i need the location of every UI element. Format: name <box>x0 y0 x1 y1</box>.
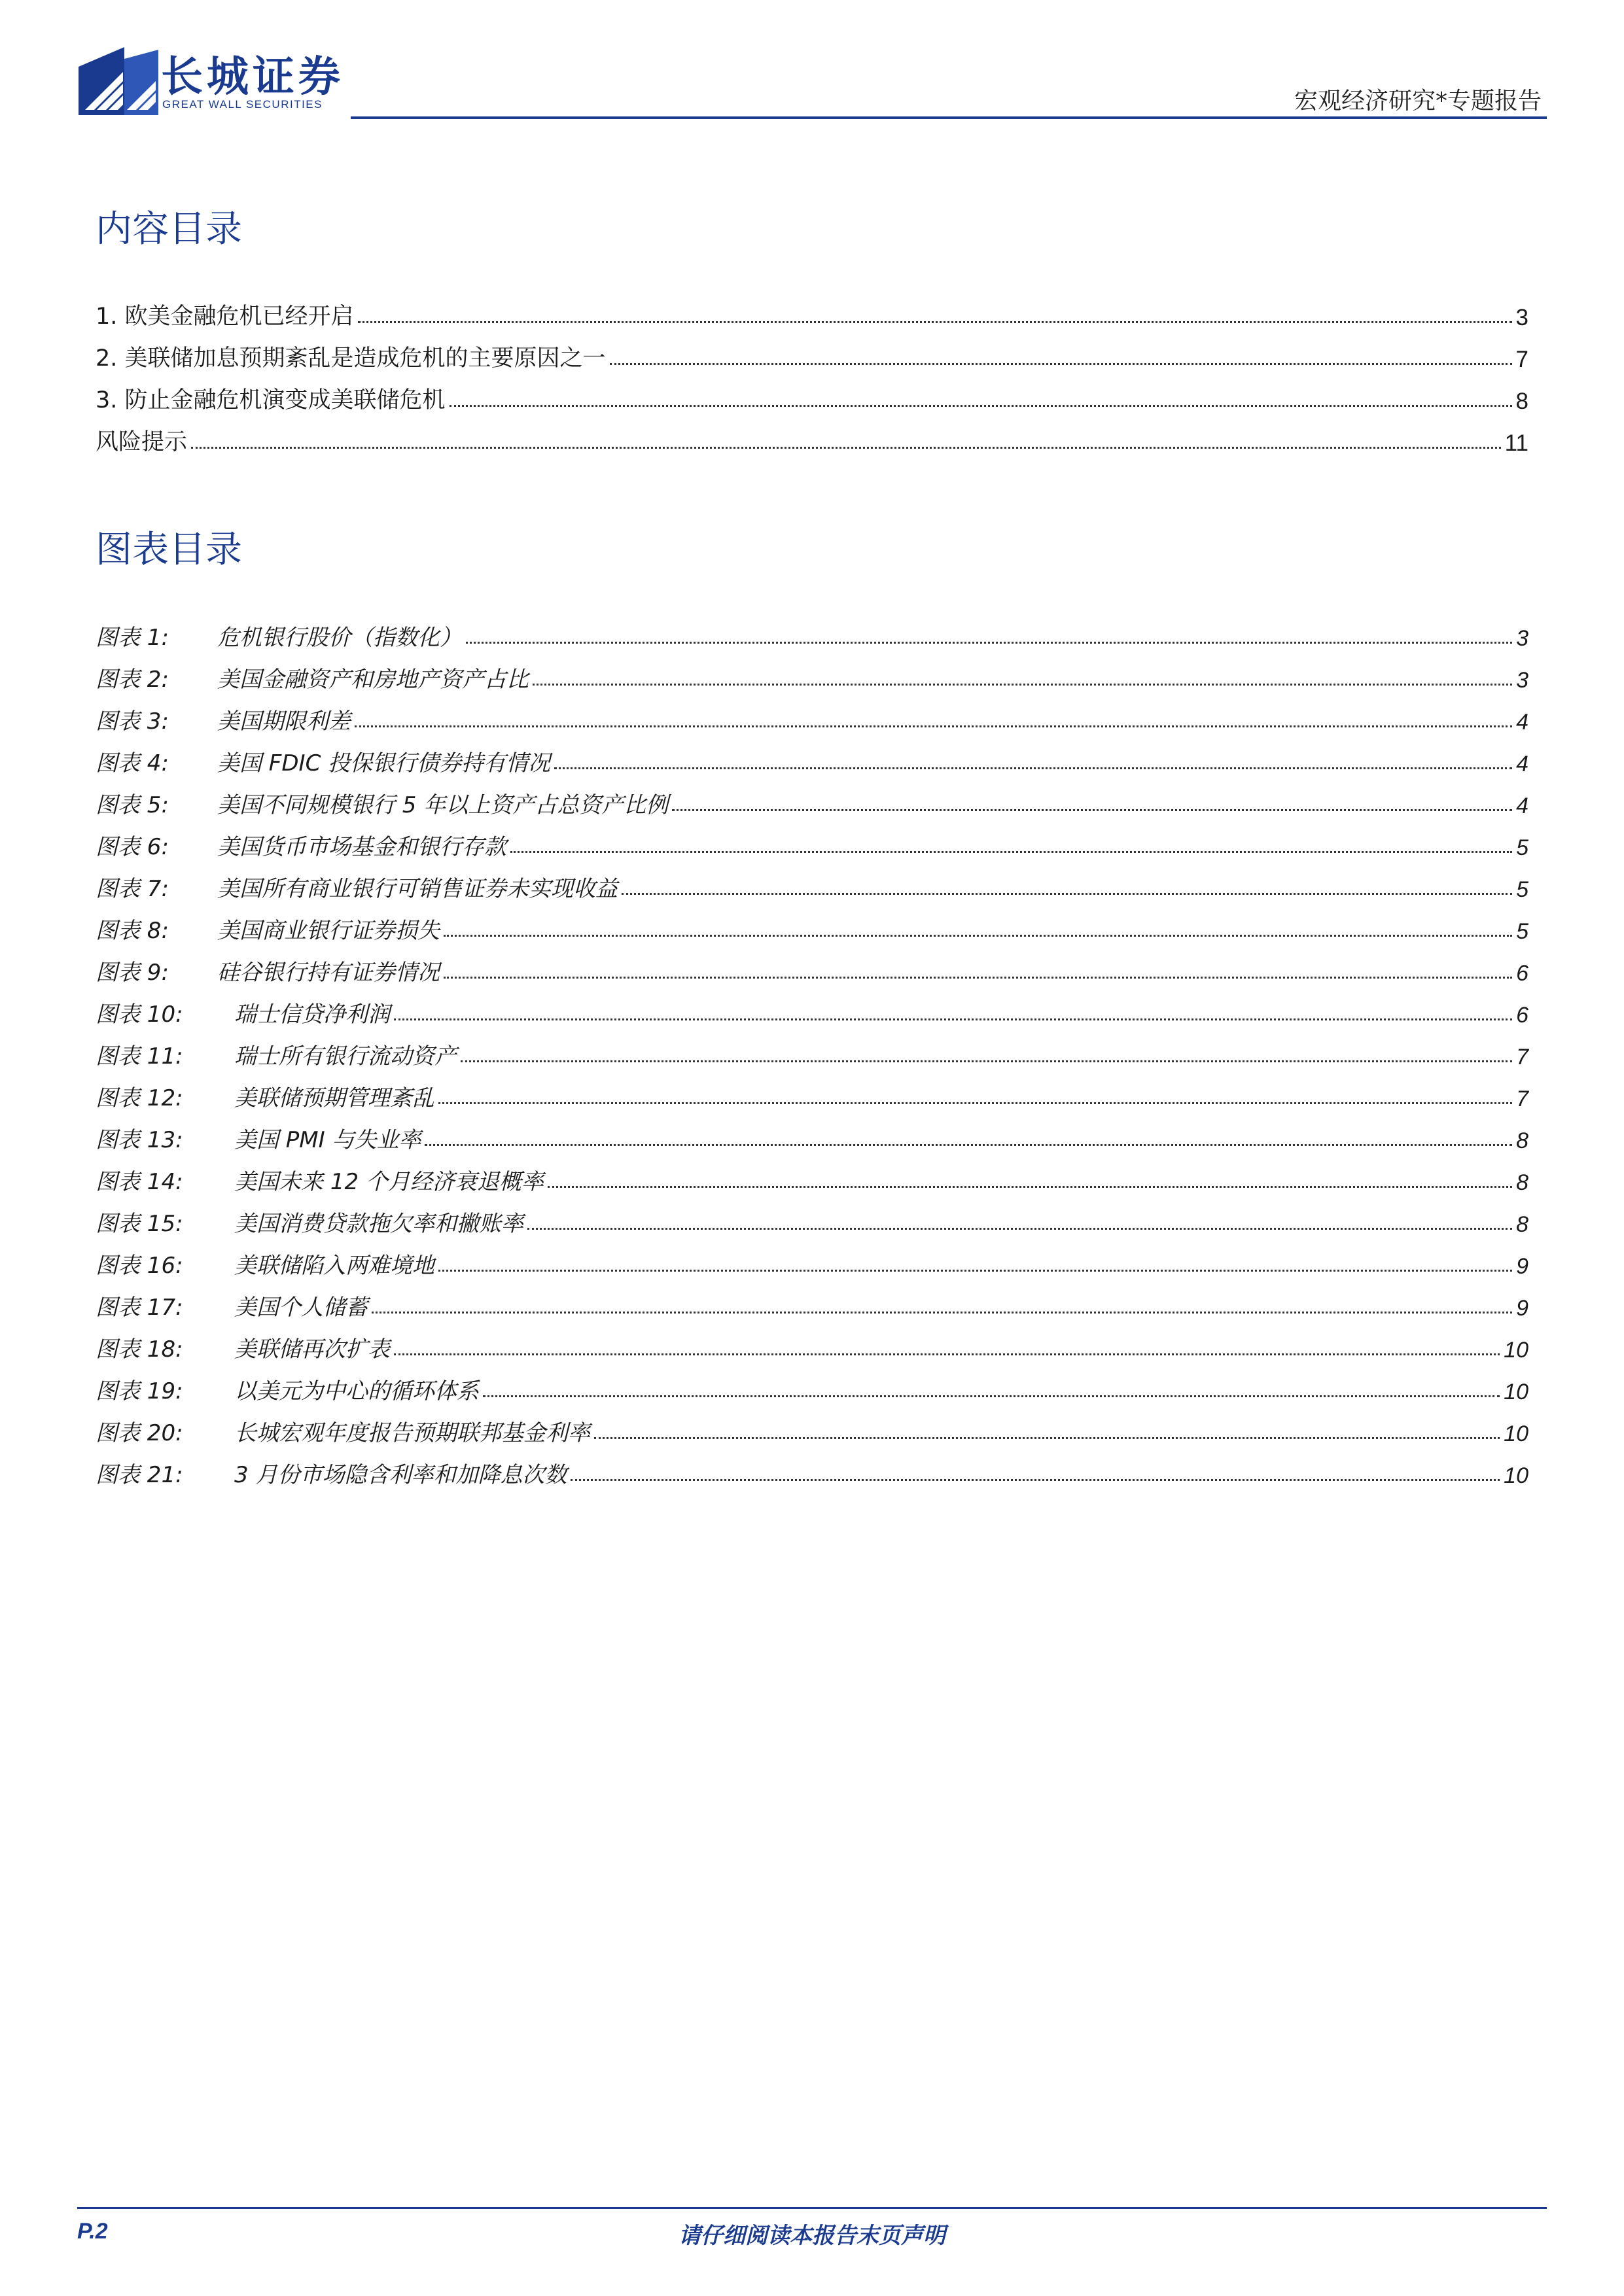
figure-item-page: 5 <box>1516 919 1528 944</box>
figure-item-page: 10 <box>1504 1463 1528 1488</box>
figure-item-number: 图表 13: <box>96 1127 183 1153</box>
contents-title: 内容目录 <box>96 208 242 251</box>
dot-leader <box>483 1395 1500 1397</box>
figure-item-label: 瑞士所有银行流动资产 <box>234 1043 457 1070</box>
figure-item[interactable] <box>96 903 1528 945</box>
figure-item-number: 图表 9: <box>96 960 169 986</box>
figure-item-number: 图表 8: <box>96 918 169 944</box>
figure-item-number: 图表 18: <box>96 1336 183 1363</box>
figure-item-number: 图表 10: <box>96 1001 183 1028</box>
figure-item[interactable] <box>96 1405 1528 1447</box>
dot-leader <box>548 1186 1512 1188</box>
great-wall-logo-icon <box>79 47 158 115</box>
figure-item-page: 7 <box>1516 1045 1528 1070</box>
figure-item-number: 图表 6: <box>96 834 169 860</box>
page-header <box>77 39 1547 124</box>
figure-item-page: 9 <box>1516 1254 1528 1279</box>
dot-leader <box>394 1353 1500 1355</box>
figure-item-label: 以美元为中心的循环体系 <box>234 1378 479 1404</box>
figure-item-label: 美国未来 12 个月经济衰退概率 <box>234 1169 544 1195</box>
dot-leader <box>594 1437 1500 1439</box>
contents-item-label: 3. 防止金融危机演变成美联储危机 <box>96 387 446 413</box>
figure-item-label: 长城宏观年度报告预期联邦基金利率 <box>234 1420 590 1446</box>
footer-disclaimer: 请仔细阅读本报告末页声明 <box>679 2223 945 2249</box>
figure-item[interactable] <box>96 610 1528 652</box>
contents-item[interactable] <box>96 373 1528 415</box>
dot-leader <box>444 977 1512 979</box>
dot-leader <box>510 851 1512 853</box>
figure-item[interactable] <box>96 1321 1528 1363</box>
dot-leader <box>527 1228 1512 1230</box>
figure-item-label: 瑞士信贷净利润 <box>234 1001 390 1028</box>
figure-item[interactable] <box>96 1028 1528 1070</box>
figure-item-number: 图表 16: <box>96 1253 183 1279</box>
contents-item[interactable] <box>96 331 1528 373</box>
figure-item-label: 美国商业银行证券损失 <box>217 918 440 944</box>
figure-item[interactable] <box>96 1447 1528 1489</box>
header-divider <box>351 116 1547 119</box>
figure-item-label: 美国货币市场基金和银行存款 <box>217 834 506 860</box>
figure-item[interactable] <box>96 1196 1528 1238</box>
figure-item-page: 3 <box>1516 626 1528 651</box>
dot-leader <box>372 1312 1512 1313</box>
dot-leader <box>394 1018 1512 1020</box>
figure-item-page: 10 <box>1504 1338 1528 1363</box>
figure-item-label: 美国不同规模银行 5 年以上资产占总资产比例 <box>217 792 669 818</box>
figure-item-number: 图表 19: <box>96 1378 183 1404</box>
dot-leader <box>466 642 1512 644</box>
figure-item-page: 6 <box>1516 961 1528 986</box>
contents-item-label: 风险提示 <box>96 429 188 455</box>
figure-item-label: 美国消费贷款拖欠率和撇账率 <box>234 1211 523 1237</box>
figure-item-page: 8 <box>1516 1212 1528 1237</box>
figure-item-label: 美联储陷入两难境地 <box>234 1253 434 1279</box>
figure-item[interactable] <box>96 1070 1528 1112</box>
figure-item-label: 美国金融资产和房地产资产占比 <box>217 667 529 693</box>
figure-item[interactable] <box>96 861 1528 903</box>
figure-item[interactable] <box>96 1238 1528 1279</box>
figure-item-number: 图表 5: <box>96 792 169 818</box>
dot-leader <box>672 809 1512 811</box>
figure-item[interactable] <box>96 777 1528 819</box>
figure-item-label: 美联储再次扩表 <box>234 1336 390 1363</box>
figure-item-number: 图表 3: <box>96 708 169 735</box>
figure-item-number: 图表 4: <box>96 750 169 776</box>
figure-item-number: 图表 12: <box>96 1085 183 1111</box>
dot-leader <box>461 1060 1512 1062</box>
figure-item-page: 5 <box>1516 877 1528 902</box>
figure-item[interactable] <box>96 819 1528 861</box>
dot-leader <box>571 1479 1500 1481</box>
dot-leader <box>533 684 1512 686</box>
contents-item-page: 8 <box>1515 389 1528 414</box>
figures-title: 图表目录 <box>96 529 242 571</box>
figure-item-page: 4 <box>1516 793 1528 818</box>
contents-item-page: 11 <box>1504 430 1528 456</box>
figure-item[interactable] <box>96 652 1528 693</box>
figure-item-page: 6 <box>1516 1003 1528 1028</box>
dot-leader <box>438 1102 1512 1104</box>
figure-item-page: 5 <box>1516 835 1528 860</box>
figure-item-number: 图表 20: <box>96 1420 183 1446</box>
figure-item-number: 图表 7: <box>96 876 169 902</box>
figure-item-label: 美国所有商业银行可销售证券未实现收益 <box>217 876 618 902</box>
contents-item[interactable] <box>96 415 1528 457</box>
figure-item[interactable] <box>96 1154 1528 1196</box>
figure-item-page: 4 <box>1516 710 1528 735</box>
figure-item-page: 10 <box>1504 1380 1528 1404</box>
figures-list <box>96 610 1528 1489</box>
figure-item-page: 3 <box>1516 668 1528 693</box>
figure-item[interactable] <box>96 1112 1528 1154</box>
report-type: 宏观经济研究*专题报告 <box>1294 88 1542 114</box>
dot-leader <box>450 405 1512 407</box>
dot-leader <box>610 363 1512 365</box>
contents-item-label: 2. 美联储加息预期紊乱是造成危机的主要原因之一 <box>96 345 606 372</box>
contents-item-page: 7 <box>1515 347 1528 372</box>
figure-item-label: 危机银行股价（指数化） <box>217 625 462 651</box>
figure-item-label: 美国 PMI 与失业率 <box>234 1127 421 1153</box>
company-logo <box>77 39 352 118</box>
figure-item-number: 图表 2: <box>96 667 169 693</box>
figure-item-page: 4 <box>1516 752 1528 776</box>
figure-item-number: 图表 11: <box>96 1043 183 1070</box>
figure-item-label: 美国期限利差 <box>217 708 351 735</box>
contents-item-page: 3 <box>1515 305 1528 330</box>
figure-item-label: 美国 FDIC 投保银行债券持有情况 <box>217 750 551 776</box>
dot-leader <box>438 1270 1512 1272</box>
figure-item-number: 图表 17: <box>96 1295 183 1321</box>
logo-english-name: GREAT WALL SECURITIES <box>162 98 323 111</box>
figure-item-number: 图表 15: <box>96 1211 183 1237</box>
page-number: P.2 <box>77 2219 108 2244</box>
figure-item-label: 美国个人储蓄 <box>234 1295 368 1321</box>
dot-leader <box>425 1144 1512 1146</box>
figure-item[interactable] <box>96 1279 1528 1321</box>
dot-leader <box>191 447 1501 449</box>
figure-item-label: 硅谷银行持有证券情况 <box>217 960 440 986</box>
contents-item[interactable] <box>96 289 1528 331</box>
figure-item-page: 8 <box>1516 1170 1528 1195</box>
figure-item-page: 7 <box>1516 1087 1528 1111</box>
figure-item-number: 图表 21: <box>96 1462 183 1488</box>
contents-list <box>96 289 1528 457</box>
dot-leader <box>444 935 1512 937</box>
dot-leader <box>554 767 1512 769</box>
figure-item-page: 9 <box>1516 1296 1528 1321</box>
figure-item[interactable] <box>96 693 1528 735</box>
figure-item[interactable] <box>96 735 1528 777</box>
dot-leader <box>358 321 1512 323</box>
figure-item[interactable] <box>96 986 1528 1028</box>
figure-item[interactable] <box>96 945 1528 986</box>
figure-item-page: 10 <box>1504 1421 1528 1446</box>
logo-chinese-name: 长城证券 <box>161 53 344 101</box>
contents-item-label: 1. 欧美金融危机已经开启 <box>96 304 354 330</box>
figure-item-number: 图表 1: <box>96 625 169 651</box>
figure-item-page: 8 <box>1516 1128 1528 1153</box>
dot-leader <box>355 725 1512 727</box>
footer-divider <box>77 2207 1547 2209</box>
figure-item-label: 美联储预期管理紊乱 <box>234 1085 434 1111</box>
figure-item-number: 图表 14: <box>96 1169 183 1195</box>
figure-item-label: 3 月份市场隐含利率和加降息次数 <box>234 1462 567 1488</box>
dot-leader <box>622 893 1512 895</box>
figure-item[interactable] <box>96 1363 1528 1405</box>
